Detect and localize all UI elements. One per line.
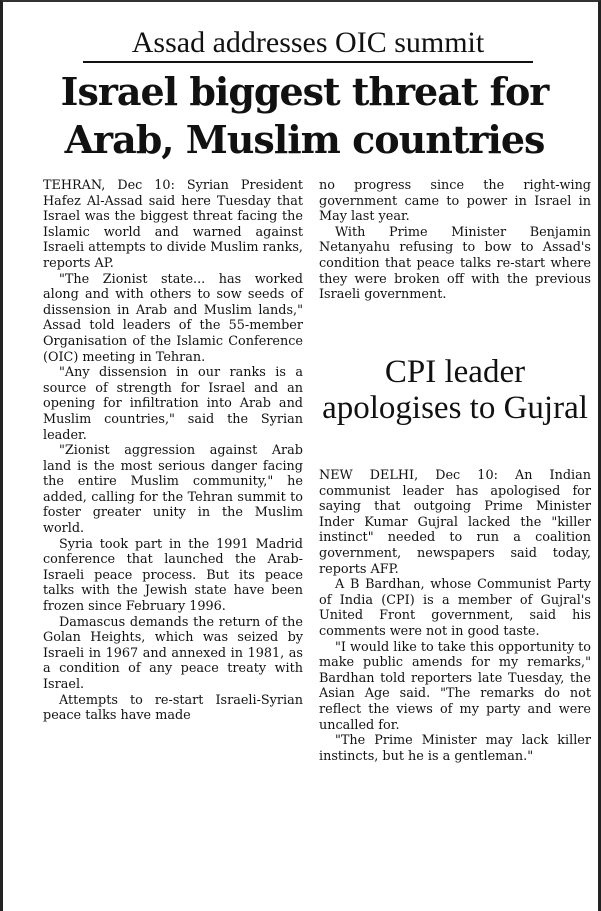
story-paragraph: "Zionist aggression against Arab land is the most serious danger facing the entire Muslim community," he added, calling for the Tehran summit to foster greater unity in the Muslim world. <box>43 443 303 537</box>
story-paragraph: "The Prime Minister may lack killer instincts, but he is a gentleman." <box>319 733 591 764</box>
secondary-headline: CPI leader apologises to Gujral <box>322 354 588 426</box>
story-paragraph: Damascus demands the return of the Golan Heights, which was seized by Israeli in 1967 and annexed in 1981, as a condition of any peace treaty with Israel. <box>43 614 303 692</box>
story-paragraph: "Any dissension in our ranks is a source of strength for Israel and an opening for infiltration into Arab and Muslim countries," said the Syrian leader. <box>43 365 303 443</box>
story-paragraph: TEHRAN, Dec 10: Syrian President Hafez Al-Assad said here Tuesday that Israel was the biggest threat facing the Islamic world and warned against Israeli attempts to divide Muslim ranks, reports AP. <box>43 178 303 271</box>
story-paragraph: With Prime Minister Benjamin Netanyahu refusing to bow to Assad's condition that peace talks re-start where they were broken off with the previous Israeli government. <box>319 224 591 303</box>
story-paragraph: "I would like to take this opportunity to make public amends for my remarks," Bardhan told reporters late Tuesday, the Asian Age said. "The remarks do not reflect the views of my party and were uncalled for. <box>319 639 591 733</box>
story-paragraph: NEW DELHI, Dec 10: An Indian communist leader has apologised for saying that outgoing Prime Minister Inder Kumar Gujral lacked the "killer instinct" needed to run a coalition government, newspapers said today, reports AFP. <box>319 468 591 577</box>
story-paragraph: "The Zionist state... has worked along and with others to sow seeds of dissension in Arab and Muslim lands," Assad told leaders of the 55-member Organisation of the Islamic Conference (OIC) meeting in Tehran. <box>43 271 303 365</box>
kicker-headline: Assad addresses OIC summit <box>83 26 533 63</box>
story2-column <box>319 468 591 764</box>
story-paragraph: A B Bardhan, whose Communist Party of India (CPI) is a member of Gujral's United Front government, said his comments were not in good taste. <box>319 577 591 639</box>
story-paragraph: no progress since the right-wing government came to power in Israel in May last year. <box>319 178 591 225</box>
main-headline: Israel biggest threat for Arab, Muslim countries <box>60 69 549 162</box>
story-paragraph: Attempts to re-start Israeli-Syrian peace talks have made <box>43 692 303 724</box>
story-column-left <box>43 178 303 724</box>
story-paragraph: Syria took part in the 1991 Madrid conference that launched the Arab-Israeli peace process. But its peace talks with the Jewish state have been frozen since February 1996. <box>43 536 303 615</box>
story-column-right-continued <box>319 178 591 303</box>
